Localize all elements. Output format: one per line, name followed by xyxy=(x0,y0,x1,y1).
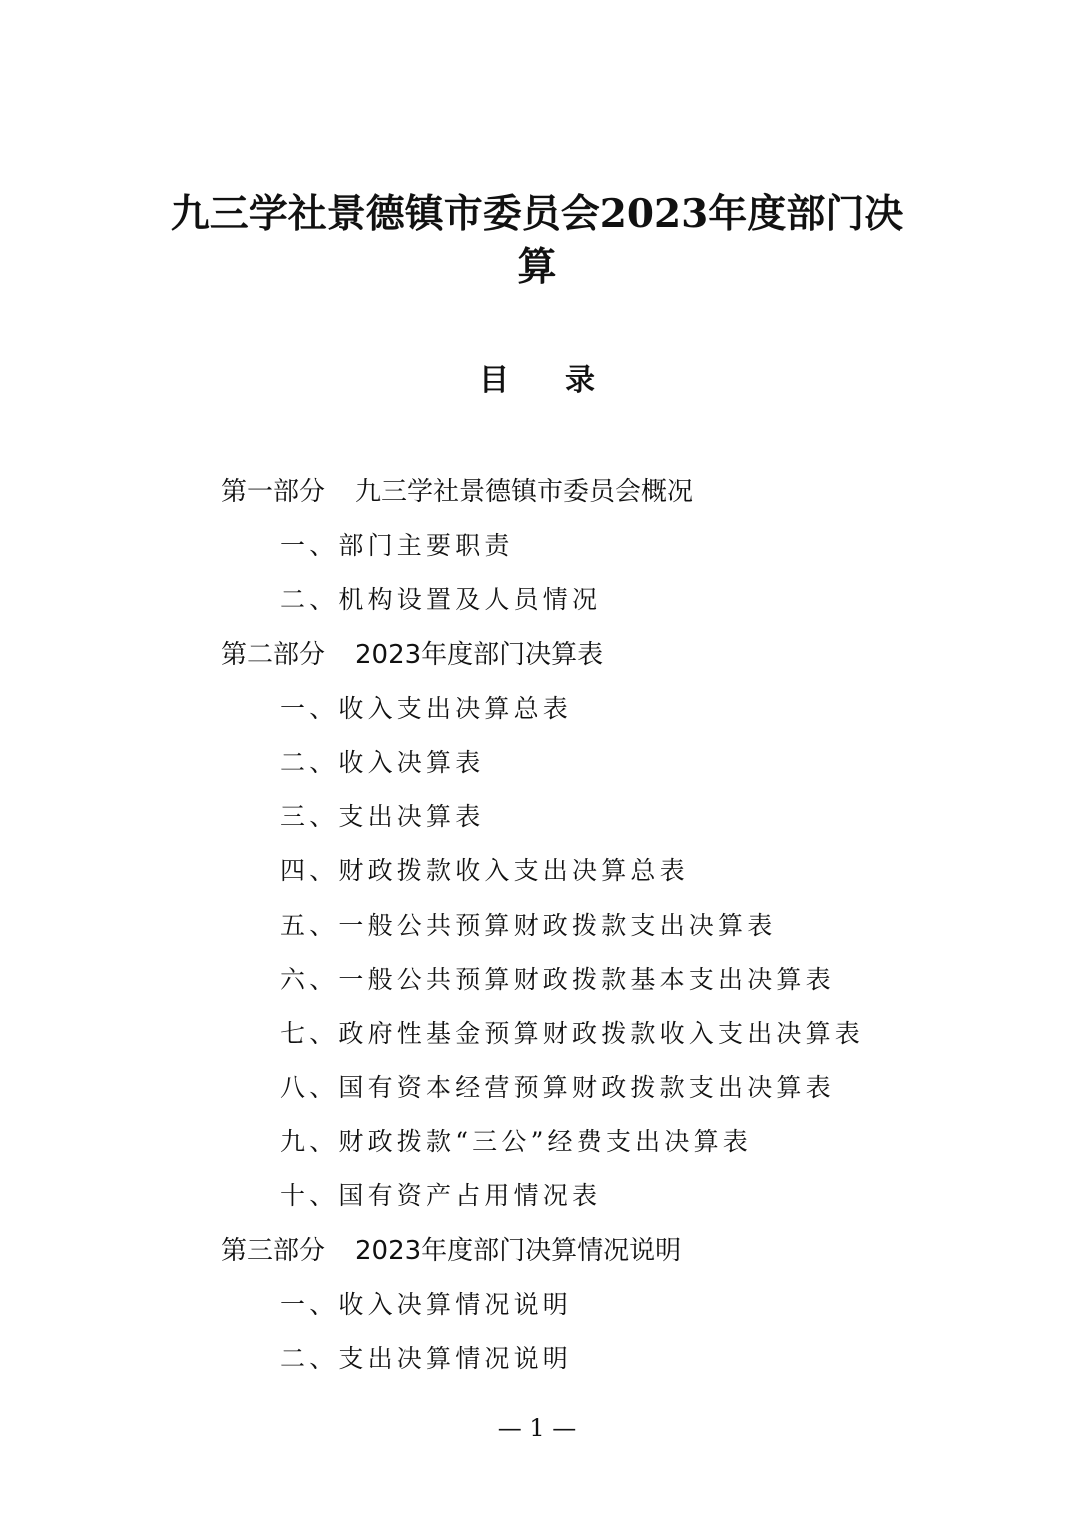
toc-item-text: 八、国有资本经营预算财政拨款支出决算表 xyxy=(280,1073,835,1103)
toc-item-text: 二、支出决算情况说明 xyxy=(280,1344,573,1373)
toc-item-text: 一、部门主要职责 xyxy=(280,531,514,561)
toc-item-text: 四、财政拨款收入支出决算总表 xyxy=(280,856,689,886)
toc-item-text: 七、政府性基金预算财政拨款收入支出决算表 xyxy=(280,1018,865,1048)
toc-heading xyxy=(0,356,1074,406)
toc-part-heading xyxy=(221,628,981,682)
toc-part-label: 第三部分 xyxy=(221,1235,326,1266)
toc-item-text: 五、一般公共预算财政拨款支出决算表 xyxy=(280,910,777,940)
toc-part-label: 第一部分 xyxy=(221,477,326,507)
toc-item xyxy=(221,573,981,627)
toc-item-text: 十、国有资产占用情况表 xyxy=(280,1181,602,1211)
toc-item xyxy=(221,899,981,953)
page-number: — 1 — xyxy=(497,1414,577,1442)
document-title-line-2: 算 xyxy=(517,244,557,290)
toc-part-heading xyxy=(221,465,981,519)
toc-item xyxy=(221,682,981,736)
toc-item xyxy=(221,1115,981,1169)
toc-part-title: 2023年度部门决算表 xyxy=(355,639,604,670)
toc-item xyxy=(221,1169,981,1223)
toc-part-label: 第二部分 xyxy=(221,639,326,670)
toc-item-text: 三、支出决算表 xyxy=(280,802,485,832)
toc-item xyxy=(221,736,981,790)
toc-item-text: 二、机构设置及人员情况 xyxy=(280,585,602,615)
toc-item xyxy=(221,1332,981,1386)
toc-item-text: 一、收入决算情况说明 xyxy=(280,1289,573,1319)
toc-part-title: 九三学社景德镇市委员会概况 xyxy=(355,477,694,507)
toc-part-title: 2023年度部门决算情况说明 xyxy=(355,1235,682,1266)
toc-item-text: 二、收入决算表 xyxy=(280,747,485,777)
toc-item xyxy=(221,1278,981,1332)
toc-part-heading xyxy=(221,1224,981,1278)
toc-item xyxy=(221,1007,981,1061)
document-title xyxy=(150,188,924,294)
toc-heading-char-2: 录 xyxy=(565,363,595,398)
document-title-line-1: 九三学社景德镇市委员会2023年度部门决 xyxy=(170,191,904,237)
toc-heading-char-1: 目 xyxy=(479,363,509,398)
toc-item xyxy=(221,519,981,573)
toc-item xyxy=(221,1061,981,1115)
table-of-contents xyxy=(221,465,981,1386)
toc-item-text: 一、收入支出决算总表 xyxy=(280,693,573,723)
toc-item xyxy=(221,953,981,1007)
toc-item-text: 九、财政拨款“三公”经费支出决算表 xyxy=(280,1127,752,1157)
toc-item xyxy=(221,790,981,844)
toc-item-text: 六、一般公共预算财政拨款基本支出决算表 xyxy=(280,964,835,994)
toc-item xyxy=(221,844,981,898)
